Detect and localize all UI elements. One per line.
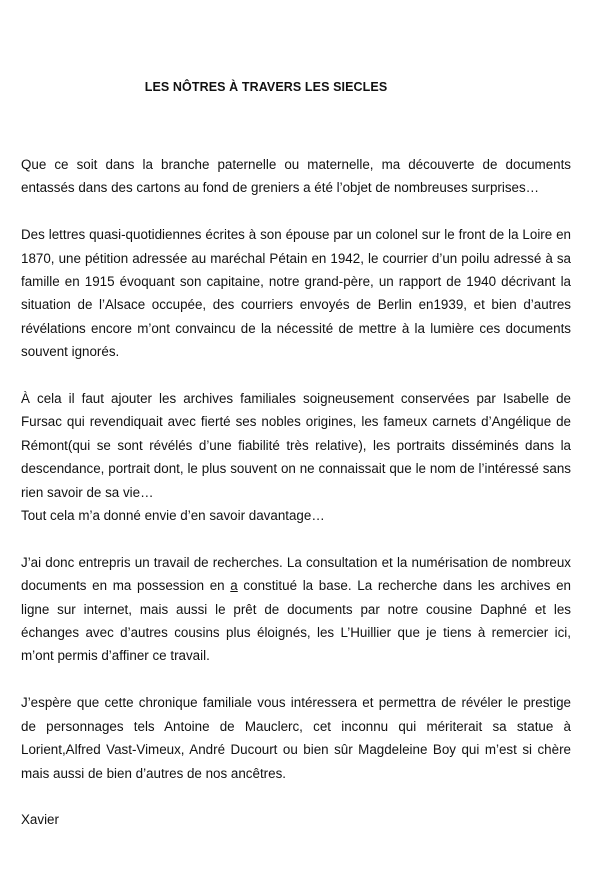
paragraph-hope: J’espère que cette chronique familiale vous intéressera et permettra de révéler le prestige de personnages tels Antoine de Mauclerc, cet inconnu qui mériterait sa statue à Lorient,Alfred Vast-Vimeux, André Ducourt ou bien sûr Magdeleine Boy qui m’est si chère mais aussi de bien d’autres de nos ancêtres. xyxy=(21,695,571,781)
signature: Xavier xyxy=(21,812,59,828)
paragraph-archives xyxy=(21,387,571,527)
document-title: LES NÔTRES À TRAVERS LES SIECLES xyxy=(144,80,388,94)
paragraph-research-end: constitué la base. La recherche dans les archives en ligne sur internet, mais aussi le prêt de documents par notre cousine Daphné et les échanges avec d’autres cousins plus éloignés, les L’Huillier que je tiens à remercier ici, m’ont permis d’affiner ce travail. xyxy=(21,578,571,664)
paragraph-discovery: Que ce soit dans la branche paternelle ou maternelle, ma découverte de documents entassés dans des cartons au fond de greniers a été l’objet de nombreuses surprises… xyxy=(21,157,571,196)
paragraph-research-start: J’ai donc entrepris un travail de recherches. La consultation et la numérisation de nombreux documents en ma possession en xyxy=(21,554,571,594)
paragraph-archives-text: À cela il faut ajouter les archives familiales soigneusement conservées par Isabelle de Fursac qui revendiquait avec fierté ses nobles origines, les fameux carnets d’Angélique de Rémont(qui se sont révélés d’une fiabilité très relative), les portraits disséminés dans la descendance, portrait dont, le plus souvent on ne connaissait que le nom de l’intéressé sans rien savoir de sa vie… xyxy=(21,391,571,500)
underlined-word: a xyxy=(230,578,238,594)
paragraph-archives-closing: Tout cela m’a donné envie d’en savoir davantage… xyxy=(21,508,325,524)
paragraph-letters: Des lettres quasi-quotidiennes écrites à son épouse par un colonel sur le front de la Loire en 1870, une pétition adressée au maréchal Pétain en 1942, le courrier d’un poilu adressé à sa famille en 1915 évoquant son capitaine, notre grand-père, un rapport de 1940 décrivant la situation de l’Alsace occupée, des courriers envoyés de Berlin en1939, et bien d’autres révélations encore m’ont convaincu de la nécessité de mettre à la lumière ces documents souvent ignorés. xyxy=(21,227,571,360)
paragraph-research xyxy=(21,551,571,668)
document-body xyxy=(21,153,571,832)
